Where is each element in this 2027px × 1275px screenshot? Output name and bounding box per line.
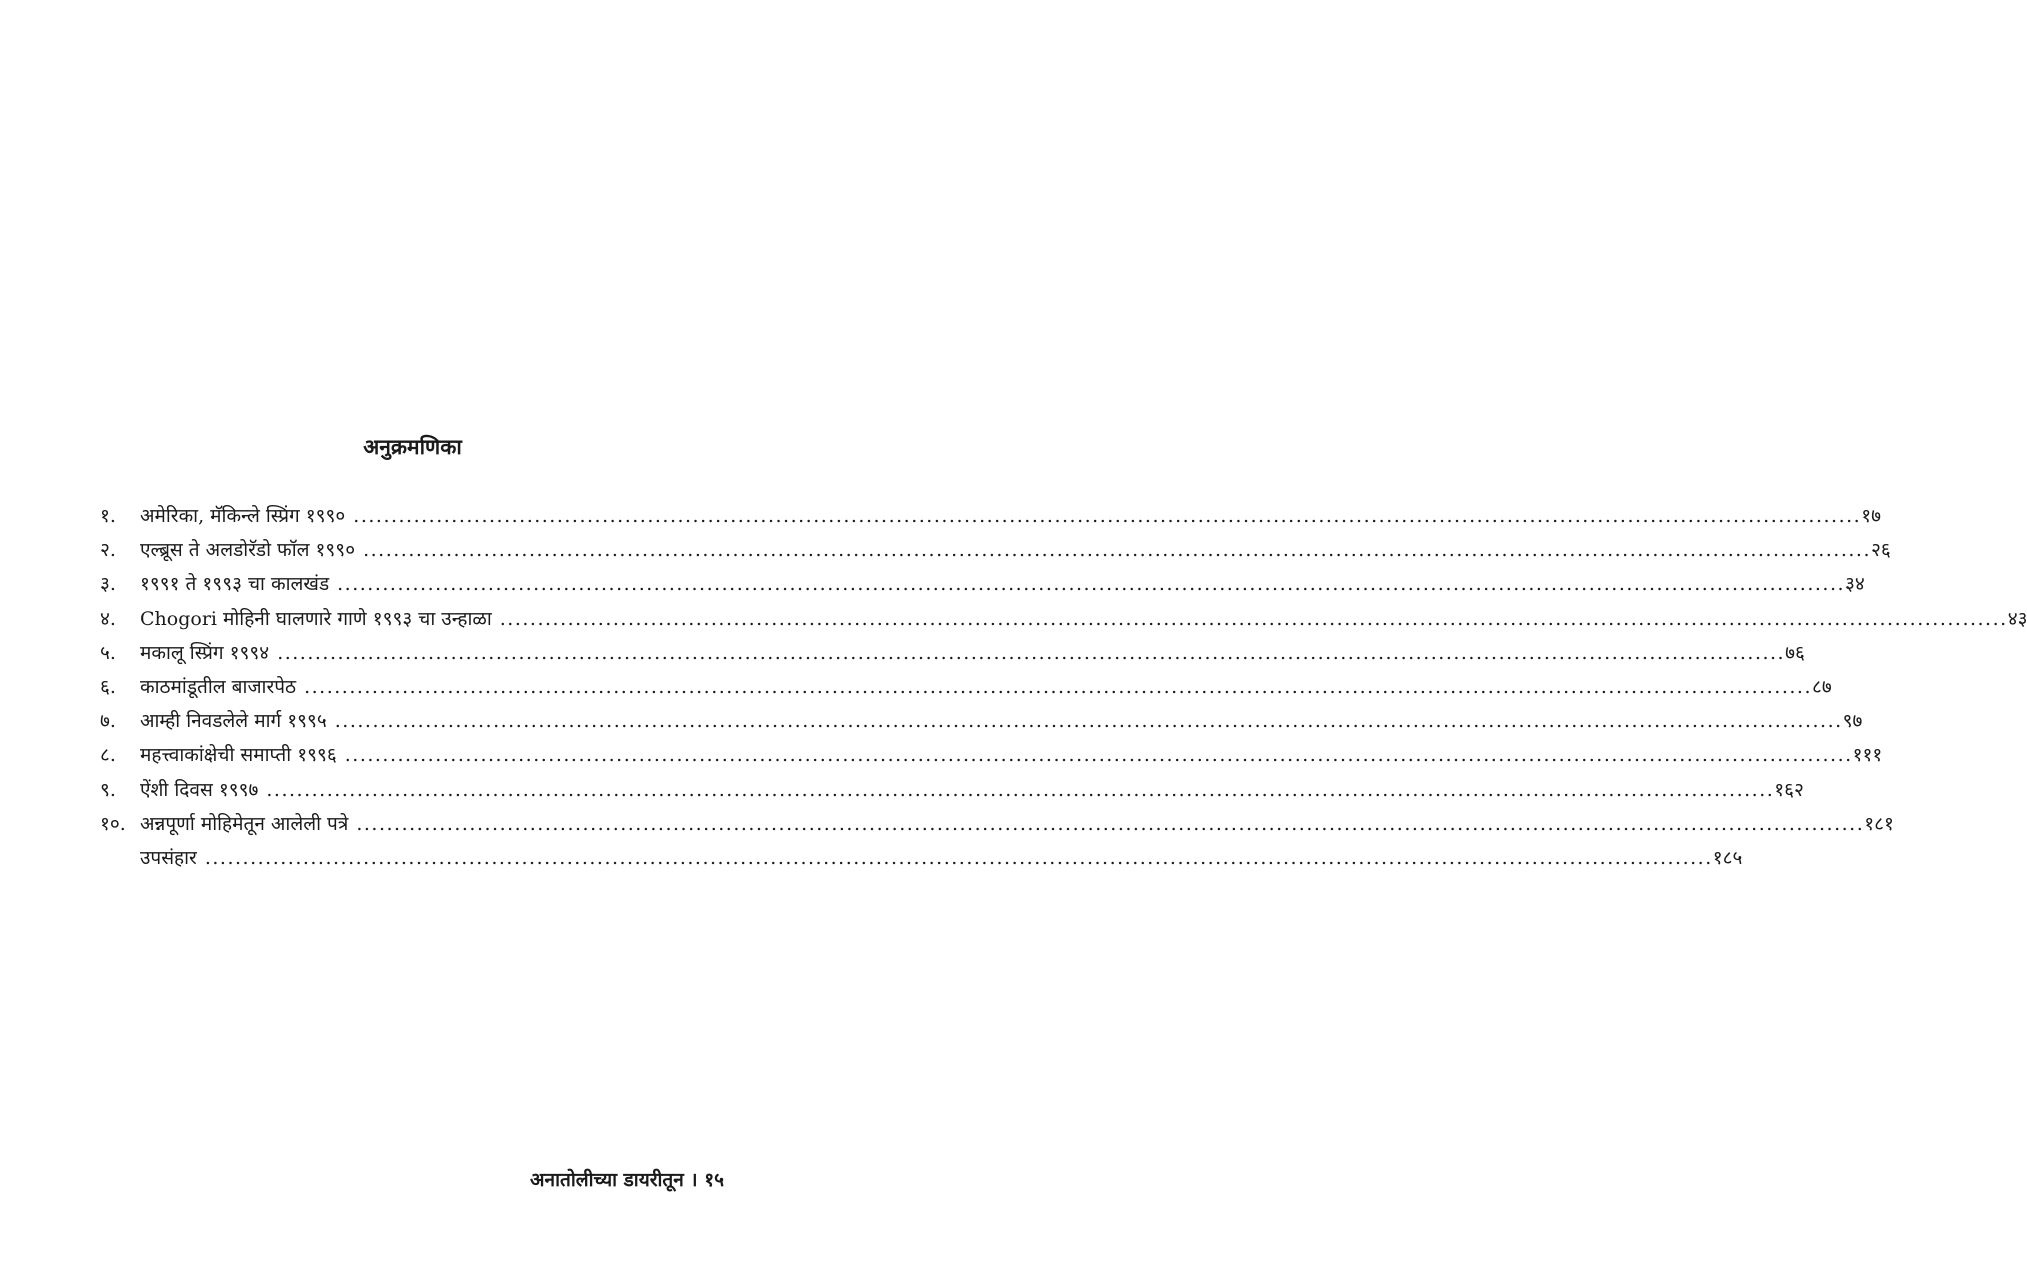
toc-entry-page: १६२ — [1774, 778, 1804, 801]
toc-entry-title: अमेरिका, मॅकिन्ले स्प्रिंग १९९० — [140, 505, 346, 527]
table-of-contents — [100, 499, 2027, 875]
toc-entry-number: ६. — [100, 675, 116, 698]
toc-entry-page: ७६ — [1785, 641, 1805, 664]
toc-entry-page: १८१ — [1864, 812, 1894, 835]
toc-entry-number: २. — [100, 539, 116, 562]
toc-entry-6[interactable] — [100, 670, 1832, 704]
dot-leader: ........................................................................................................................................................................................................ — [204, 846, 1713, 869]
toc-entry-number: ७. — [100, 710, 116, 733]
dot-leader: ........................................................................................................................................................................................................ — [356, 812, 1865, 835]
toc-entry-1[interactable] — [100, 499, 1881, 533]
toc-entry-number: १०. — [100, 812, 126, 835]
toc-entry-title: उपसंहार — [140, 846, 197, 869]
toc-entry-4[interactable] — [100, 602, 2027, 636]
toc-entry-10[interactable] — [100, 807, 1894, 841]
dot-leader: ........................................................................................................................................................................................................ — [337, 573, 1846, 596]
toc-entry-number: १. — [100, 505, 116, 527]
toc-entry-8[interactable] — [100, 738, 1883, 772]
toc-entry-number: ४. — [100, 607, 116, 630]
toc-entry-epilogue[interactable] — [100, 841, 1743, 875]
toc-entry-number: ३. — [100, 573, 116, 596]
toc-entry-page: १७ — [1861, 505, 1881, 527]
toc-entry-page: ३४ — [1845, 573, 1865, 596]
toc-entry-page: ९७ — [1842, 710, 1863, 733]
toc-entry-title: महत्त्वाकांक्षेची समाप्ती १९९६ — [140, 744, 337, 767]
toc-entry-title: मकालू स्प्रिंग १९९४ — [140, 641, 270, 664]
toc-entry-title: अन्नपूर्णा मोहिमेतून आलेली पत्रे — [140, 812, 349, 835]
dot-leader: ........................................................................................................................................................................................................ — [277, 641, 1786, 664]
toc-entry-number: ८. — [100, 744, 116, 767]
toc-entry-7[interactable] — [100, 704, 1863, 738]
toc-entry-title: ऐंशी दिवस १९९७ — [140, 778, 259, 801]
toc-entry-page: २६ — [1871, 539, 1891, 562]
toc-entry-5[interactable] — [100, 636, 1805, 670]
dot-leader: ........................................................................................................................................................................................................ — [334, 710, 1843, 733]
toc-entry-page: १११ — [1852, 744, 1883, 767]
toc-entry-title: आम्ही निवडलेले मार्ग १९९५ — [140, 710, 327, 733]
toc-entry-2[interactable] — [100, 533, 1891, 567]
dot-leader: ........................................................................................................................................................................................................ — [266, 778, 1775, 801]
toc-entry-page: ४३ — [2007, 607, 2027, 630]
dot-leader: ........................................................................................................................................................................................................ — [344, 744, 1853, 767]
dot-leader: ........................................................................................................................................................................................................ — [363, 539, 1871, 562]
toc-entry-title: काठमांडूतील बाजारपेठ — [140, 675, 297, 698]
dot-leader: ........................................................................................................................................................................................................ — [304, 675, 1812, 698]
toc-entry-page: १८५ — [1712, 846, 1743, 869]
page-footer: अनातोलीच्या डायरीतून । १५ — [530, 1169, 724, 1191]
toc-heading: अनुक्रमणिका — [363, 435, 462, 459]
toc-entry-3[interactable] — [100, 567, 1865, 601]
toc-entry-title: एल्ब्रूस ते अलडोरॅडो फॉल १९९० — [140, 539, 356, 562]
toc-entry-title: १९९१ ते १९९३ चा कालखंड — [140, 573, 330, 596]
dot-leader: ........................................................................................................................................................................................................ — [499, 607, 2008, 630]
dot-leader: ........................................................................................................................................................................................................ — [353, 505, 1862, 527]
toc-entry-number: ५. — [100, 641, 116, 664]
toc-entry-number: ९. — [100, 778, 116, 801]
toc-entry-page: ८७ — [1812, 675, 1832, 698]
toc-entry-9[interactable] — [100, 773, 1804, 807]
toc-entry-title: Chogori मोहिनी घालणारे गाणे १९९३ चा उन्हाळा — [140, 607, 492, 630]
